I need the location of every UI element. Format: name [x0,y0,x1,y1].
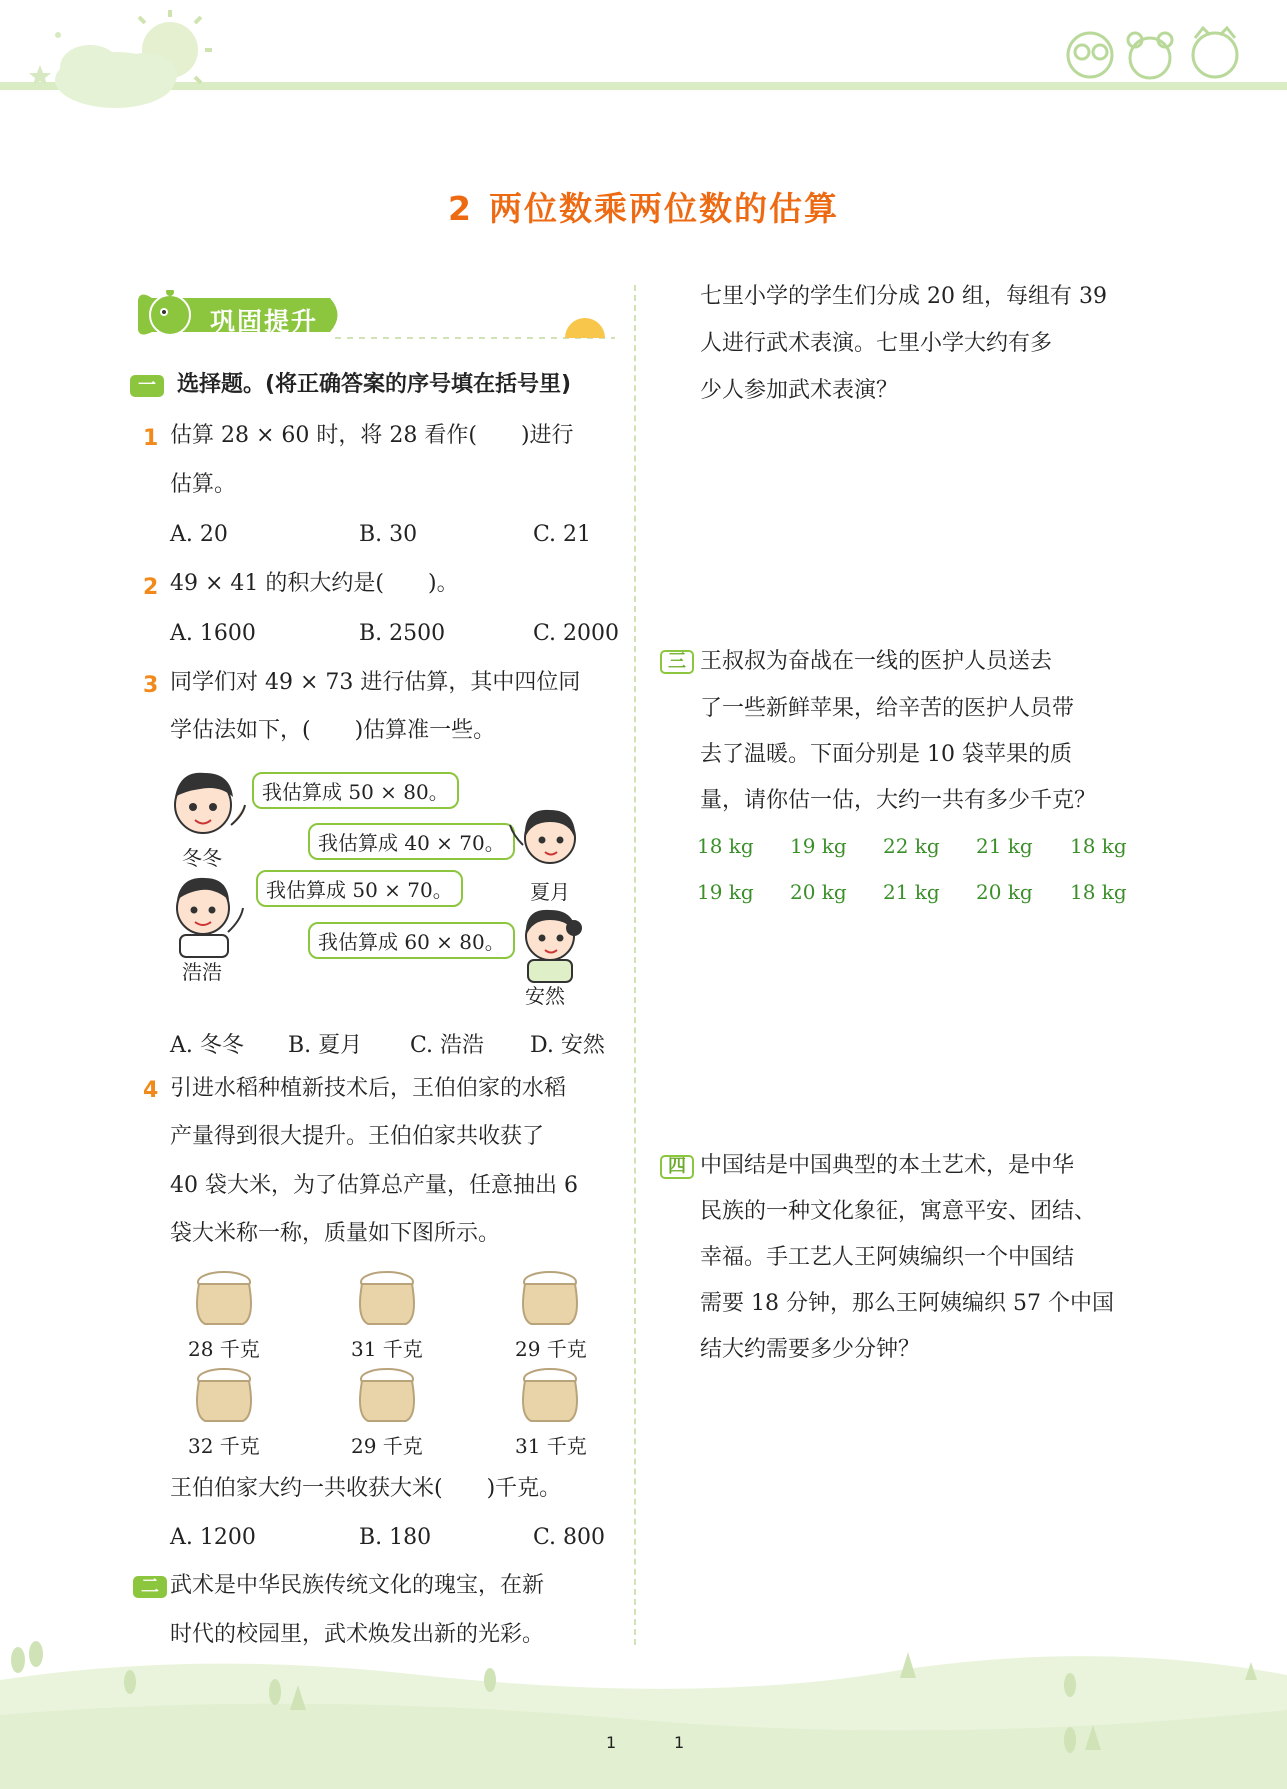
section4-badge-wrap [660,1155,694,1179]
kid-haohao-icon [165,870,250,960]
section1-heading [130,362,571,408]
q4-number: 4 [143,1078,159,1103]
q1-option-c[interactable]: C. 21 [533,522,592,547]
page-number-right: 1 [674,1733,685,1752]
q3-option-d[interactable]: D. 安然 [530,1033,605,1058]
kid-anran-icon [510,900,590,985]
q2-option-b[interactable]: B. 2500 [359,621,446,646]
q4-line2: 产量得到很大提升。王伯伯家共收获了 [170,1124,545,1149]
sack-weight-2: 31 千克 [351,1337,423,1361]
apple-weight-r1-5: 18 kg [1070,834,1127,858]
section2-badge-wrap [133,1576,167,1598]
section3-badge: 三 [660,650,694,674]
speech-bubble-anran: 我估算成 60 × 80。 [308,922,515,959]
q4-line1: 引进水稻种植新技术后，王伯伯家的水稻 [170,1076,567,1101]
q4-option-c[interactable]: C. 800 [533,1525,606,1550]
sack-weight-1: 28 千克 [188,1337,260,1361]
speech-bubble-haohao: 我估算成 50 × 70。 [256,870,463,907]
rice-sack-icon [519,1365,581,1425]
kid-name-dongdong: 冬冬 [182,846,222,870]
q4-option-a[interactable]: A. 1200 [170,1525,256,1550]
q3-line2: 学估法如下，( )估算准一些。 [170,718,496,743]
section2-right-line1: 七里小学的学生们分成 20 组，每组有 39 [700,284,1107,309]
q2-number: 2 [143,575,159,600]
section3-line2: 了一些新鲜苹果，给辛苦的医护人员带 [700,696,1075,721]
section3-line3: 去了温暖。下面分别是 10 袋苹果的质 [700,742,1072,767]
section4-line3: 幸福。手工艺人王阿姨编织一个中国结 [700,1245,1075,1270]
section2-right-line3: 少人参加武术表演？ [700,378,899,403]
q3-line1: 同学们对 49 × 73 进行估算，其中四位同 [170,670,581,695]
section4-badge: 四 [660,1155,694,1179]
kid-dongdong-icon [165,765,250,850]
landscape-footer [0,1640,1287,1789]
sack-weight-5: 29 千克 [351,1434,423,1458]
page-number-left: 1 [606,1733,617,1752]
apple-weight-r1-1: 18 kg [697,834,754,858]
q2-option-a[interactable]: A. 1600 [170,621,256,646]
q4-option-b[interactable]: B. 180 [359,1525,432,1550]
speech-bubble-dongdong: 我估算成 50 × 80。 [252,772,459,809]
q2-option-c[interactable]: C. 2000 [533,621,620,646]
q2-line1: 49 × 41 的积大约是( )。 [170,571,459,596]
rice-sack-icon [193,1268,255,1328]
q1-option-a[interactable]: A. 20 [170,522,228,547]
q3-number: 3 [143,673,159,698]
apple-weight-r1-2: 19 kg [790,834,847,858]
section3-line1: 王叔叔为奋战在一线的医护人员送去 [700,649,1053,674]
section4-line4: 需要 18 分钟，那么王阿姨编织 57 个中国 [700,1291,1114,1316]
q4-line4: 袋大米称一称，质量如下图所示。 [170,1221,501,1246]
rice-sack-icon [519,1268,581,1328]
section-banner [130,290,615,340]
sack-weight-3: 29 千克 [515,1337,587,1361]
kid-xiayue-icon [505,800,590,880]
animal-friends-decoration [1055,20,1265,88]
section2-left-line1: 武术是中华民族传统文化的瑰宝，在新 [170,1573,545,1598]
sack-weight-6: 31 千克 [515,1434,587,1458]
rice-sack-icon [356,1268,418,1328]
section4-line1: 中国结是中国典型的本土艺术，是中华 [700,1153,1075,1178]
q1-option-b[interactable]: B. 30 [359,522,418,547]
apple-weight-r1-3: 22 kg [883,834,940,858]
section2-badge: 二 [133,1576,167,1598]
q3-option-b[interactable]: B. 夏月 [288,1033,363,1058]
banner-label: 巩固提升 [210,307,319,336]
speech-bubble-xiayue: 我估算成 40 × 70。 [308,823,515,860]
kid-name-anran: 安然 [525,984,565,1008]
apple-weight-r2-1: 19 kg [697,880,754,904]
apple-weight-r2-2: 20 kg [790,880,847,904]
rice-sack-icon [356,1365,418,1425]
title-number: 2 [448,189,473,228]
apple-weight-r1-4: 21 kg [976,834,1033,858]
kid-name-xiayue: 夏月 [530,880,570,904]
q4-line3: 40 袋大米，为了估算总产量，任意抽出 6 [170,1173,578,1198]
section2-left-line2: 时代的校园里，武术焕发出新的光彩。 [170,1622,545,1647]
apple-weight-r2-3: 21 kg [883,880,940,904]
column-divider [634,285,636,1645]
sack-weight-4: 32 千克 [188,1434,260,1458]
q3-option-a[interactable]: A. 冬冬 [170,1033,244,1058]
q1-number: 1 [143,426,159,451]
apple-weight-r2-4: 20 kg [976,880,1033,904]
section1-heading-text: 选择题。(将正确答案的序号填在括号里) [177,372,572,397]
section3-badge-wrap [660,650,694,674]
title-text: 两位数乘两位数的估算 [488,189,839,228]
section1-badge: 一 [130,375,164,397]
sun-cloud-decoration [20,5,220,115]
q4-question: 王伯伯家大约一共收获大米( )千克。 [170,1476,562,1501]
section4-line5: 结大约需要多少分钟？ [700,1337,921,1362]
kid-name-haohao: 浩浩 [182,960,222,984]
q1-line1: 估算 28 × 60 时，将 28 看作( )进行 [170,423,574,448]
section2-right-line2: 人进行武术表演。七里小学大约有多 [700,331,1053,356]
q3-option-c[interactable]: C. 浩浩 [410,1033,485,1058]
section4-line2: 民族的一种文化象征，寓意平安、团结、 [700,1199,1097,1224]
section3-line4: 量，请你估一估，大约一共有多少千克？ [700,788,1097,813]
apple-weight-r2-5: 18 kg [1070,880,1127,904]
page-title [0,183,1287,230]
rice-sack-icon [193,1365,255,1425]
q1-line2: 估算。 [170,472,237,497]
